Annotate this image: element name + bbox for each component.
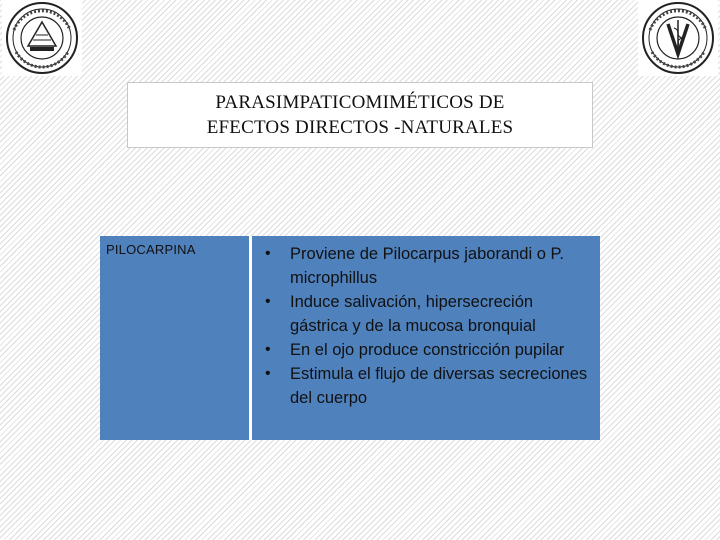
list-item-text: Estimula el flujo de diversas secreciones del cuerpo: [290, 365, 588, 407]
drug-name-label: PILOCARPINA: [106, 242, 196, 257]
list-item: [262, 362, 592, 410]
list-item-text: Induce salivación, hipersecreción gástrica y de la mucosa bronquial: [290, 293, 536, 335]
list-item-text: En el ojo produce constricción pupilar: [290, 341, 565, 359]
drug-table: [100, 236, 600, 440]
university-seal-icon: [2, 0, 82, 76]
bullet-icon: •: [265, 245, 271, 262]
drug-effects-cell: [252, 236, 600, 440]
title-line-2: EFECTOS DIRECTOS -NATURALES: [206, 117, 514, 138]
effects-list: [262, 242, 592, 410]
bullet-icon: •: [265, 365, 271, 382]
bullet-icon: •: [265, 293, 271, 310]
title-line-1: PARASIMPATICOMIMÉTICOS DE: [215, 92, 505, 113]
slide-title: [127, 82, 593, 148]
drug-name-cell: [100, 236, 249, 440]
veterinary-faculty-seal-icon: [638, 0, 718, 76]
list-item-text: Proviene de Pilocarpus jaborandi o P. microphillus: [290, 245, 564, 287]
list-item: [262, 290, 592, 338]
list-item: [262, 338, 592, 362]
bullet-icon: •: [265, 341, 271, 358]
list-item: [262, 242, 592, 290]
